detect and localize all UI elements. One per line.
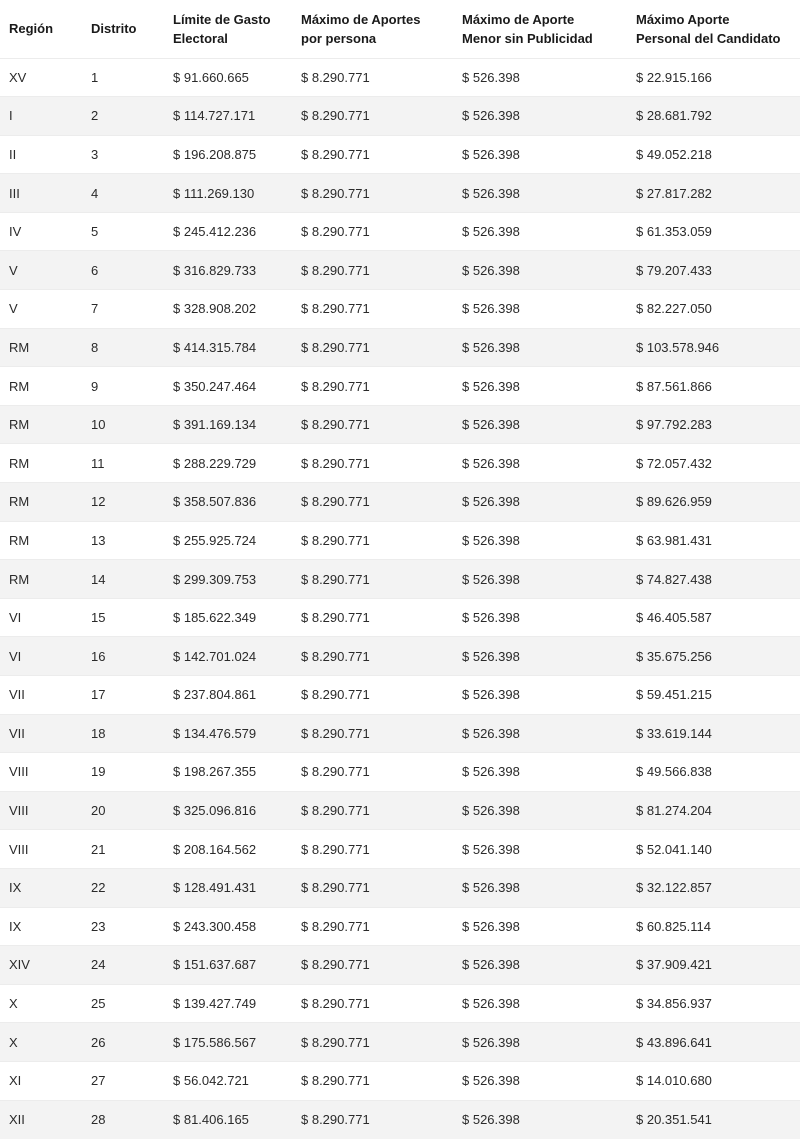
- cell-distrito: 15: [82, 598, 164, 637]
- cell-region: XII: [0, 1100, 82, 1139]
- cell-maximo-aporte-candidato: $ 103.578.946: [627, 328, 800, 367]
- cell-maximo-aportes-persona: $ 8.290.771: [292, 135, 453, 174]
- table-row: [0, 58, 800, 97]
- cell-maximo-aporte-candidato: $ 59.451.215: [627, 676, 800, 715]
- cell-distrito: 16: [82, 637, 164, 676]
- cell-limite-gasto: $ 299.309.753: [164, 560, 292, 599]
- cell-maximo-aporte-menor: $ 526.398: [453, 97, 627, 136]
- cell-maximo-aporte-candidato: $ 49.052.218: [627, 135, 800, 174]
- cell-maximo-aporte-menor: $ 526.398: [453, 1023, 627, 1062]
- table-header: [0, 0, 800, 58]
- cell-maximo-aporte-candidato: $ 63.981.431: [627, 521, 800, 560]
- table-row: [0, 367, 800, 406]
- cell-maximo-aporte-candidato: $ 89.626.959: [627, 483, 800, 522]
- cell-maximo-aporte-menor: $ 526.398: [453, 521, 627, 560]
- cell-limite-gasto: $ 114.727.171: [164, 97, 292, 136]
- table-row: [0, 598, 800, 637]
- cell-maximo-aportes-persona: $ 8.290.771: [292, 444, 453, 483]
- column-header-region: [0, 0, 82, 58]
- table-row: [0, 714, 800, 753]
- cell-maximo-aportes-persona: $ 8.290.771: [292, 753, 453, 792]
- table-row: [0, 405, 800, 444]
- cell-region: IX: [0, 868, 82, 907]
- cell-maximo-aporte-menor: $ 526.398: [453, 367, 627, 406]
- cell-maximo-aportes-persona: $ 8.290.771: [292, 1061, 453, 1100]
- table-body: [0, 58, 800, 1139]
- table-row: [0, 1100, 800, 1139]
- cell-limite-gasto: $ 81.406.165: [164, 1100, 292, 1139]
- cell-maximo-aportes-persona: $ 8.290.771: [292, 907, 453, 946]
- cell-limite-gasto: $ 245.412.236: [164, 212, 292, 251]
- cell-maximo-aportes-persona: $ 8.290.771: [292, 1023, 453, 1062]
- cell-region: RM: [0, 444, 82, 483]
- column-header-limite-gasto: [164, 0, 292, 58]
- cell-maximo-aporte-candidato: $ 32.122.857: [627, 868, 800, 907]
- cell-maximo-aportes-persona: $ 8.290.771: [292, 367, 453, 406]
- cell-limite-gasto: $ 255.925.724: [164, 521, 292, 560]
- table-row: [0, 212, 800, 251]
- cell-region: VIII: [0, 791, 82, 830]
- cell-maximo-aporte-candidato: $ 49.566.838: [627, 753, 800, 792]
- table-row: [0, 1061, 800, 1100]
- cell-region: IV: [0, 212, 82, 251]
- cell-limite-gasto: $ 288.229.729: [164, 444, 292, 483]
- cell-maximo-aporte-candidato: $ 27.817.282: [627, 174, 800, 213]
- cell-maximo-aporte-menor: $ 526.398: [453, 946, 627, 985]
- cell-maximo-aporte-menor: $ 526.398: [453, 637, 627, 676]
- table-row: [0, 328, 800, 367]
- cell-maximo-aportes-persona: $ 8.290.771: [292, 946, 453, 985]
- cell-limite-gasto: $ 111.269.130: [164, 174, 292, 213]
- cell-maximo-aportes-persona: $ 8.290.771: [292, 328, 453, 367]
- cell-limite-gasto: $ 128.491.431: [164, 868, 292, 907]
- cell-distrito: 28: [82, 1100, 164, 1139]
- cell-maximo-aporte-menor: $ 526.398: [453, 405, 627, 444]
- cell-maximo-aporte-menor: $ 526.398: [453, 907, 627, 946]
- cell-distrito: 11: [82, 444, 164, 483]
- cell-maximo-aporte-candidato: $ 52.041.140: [627, 830, 800, 869]
- cell-region: RM: [0, 328, 82, 367]
- cell-region: X: [0, 1023, 82, 1062]
- cell-maximo-aporte-menor: $ 526.398: [453, 174, 627, 213]
- cell-distrito: 19: [82, 753, 164, 792]
- header-label-line: Máximo Aporte: [636, 11, 730, 27]
- column-header-maximo-aporte-candidato: [627, 0, 800, 58]
- cell-limite-gasto: $ 328.908.202: [164, 290, 292, 329]
- cell-maximo-aporte-candidato: $ 14.010.680: [627, 1061, 800, 1100]
- cell-distrito: 13: [82, 521, 164, 560]
- table-row: [0, 637, 800, 676]
- cell-distrito: 4: [82, 174, 164, 213]
- cell-maximo-aporte-menor: $ 526.398: [453, 714, 627, 753]
- cell-region: RM: [0, 560, 82, 599]
- table-row: [0, 444, 800, 483]
- cell-maximo-aporte-menor: $ 526.398: [453, 251, 627, 290]
- cell-maximo-aporte-candidato: $ 81.274.204: [627, 791, 800, 830]
- cell-maximo-aporte-candidato: $ 28.681.792: [627, 97, 800, 136]
- table-row: [0, 868, 800, 907]
- cell-distrito: 6: [82, 251, 164, 290]
- cell-region: III: [0, 174, 82, 213]
- cell-maximo-aporte-candidato: $ 22.915.166: [627, 58, 800, 97]
- cell-region: RM: [0, 521, 82, 560]
- column-header-distrito: [82, 0, 164, 58]
- cell-limite-gasto: $ 358.507.836: [164, 483, 292, 522]
- cell-maximo-aportes-persona: $ 8.290.771: [292, 521, 453, 560]
- cell-distrito: 10: [82, 405, 164, 444]
- table-row: [0, 290, 800, 329]
- cell-maximo-aporte-menor: $ 526.398: [453, 560, 627, 599]
- header-row: [0, 0, 800, 58]
- cell-maximo-aportes-persona: $ 8.290.771: [292, 791, 453, 830]
- cell-maximo-aporte-menor: $ 526.398: [453, 830, 627, 869]
- cell-maximo-aporte-candidato: $ 61.353.059: [627, 212, 800, 251]
- cell-limite-gasto: $ 391.169.134: [164, 405, 292, 444]
- cell-maximo-aportes-persona: $ 8.290.771: [292, 174, 453, 213]
- cell-region: II: [0, 135, 82, 174]
- cell-region: XI: [0, 1061, 82, 1100]
- cell-maximo-aporte-candidato: $ 79.207.433: [627, 251, 800, 290]
- cell-maximo-aporte-candidato: $ 74.827.438: [627, 560, 800, 599]
- cell-maximo-aportes-persona: $ 8.290.771: [292, 58, 453, 97]
- cell-distrito: 17: [82, 676, 164, 715]
- cell-region: RM: [0, 483, 82, 522]
- table-row: [0, 830, 800, 869]
- cell-limite-gasto: $ 196.208.875: [164, 135, 292, 174]
- cell-limite-gasto: $ 198.267.355: [164, 753, 292, 792]
- cell-limite-gasto: $ 325.096.816: [164, 791, 292, 830]
- header-label-line: Máximo de Aporte: [462, 11, 575, 27]
- cell-maximo-aporte-candidato: $ 35.675.256: [627, 637, 800, 676]
- cell-distrito: 8: [82, 328, 164, 367]
- cell-limite-gasto: $ 185.622.349: [164, 598, 292, 637]
- table-row: [0, 97, 800, 136]
- header-label-line: Electoral: [173, 30, 228, 46]
- cell-limite-gasto: $ 142.701.024: [164, 637, 292, 676]
- cell-region: V: [0, 290, 82, 329]
- table-row: [0, 1023, 800, 1062]
- cell-region: I: [0, 97, 82, 136]
- cell-maximo-aporte-candidato: $ 87.561.866: [627, 367, 800, 406]
- cell-maximo-aporte-candidato: $ 33.619.144: [627, 714, 800, 753]
- cell-maximo-aportes-persona: $ 8.290.771: [292, 290, 453, 329]
- cell-distrito: 18: [82, 714, 164, 753]
- cell-distrito: 24: [82, 946, 164, 985]
- cell-maximo-aporte-candidato: $ 20.351.541: [627, 1100, 800, 1139]
- cell-distrito: 23: [82, 907, 164, 946]
- cell-region: VI: [0, 637, 82, 676]
- cell-distrito: 9: [82, 367, 164, 406]
- cell-maximo-aporte-menor: $ 526.398: [453, 483, 627, 522]
- cell-distrito: 7: [82, 290, 164, 329]
- cell-maximo-aportes-persona: $ 8.290.771: [292, 212, 453, 251]
- cell-maximo-aportes-persona: $ 8.290.771: [292, 251, 453, 290]
- cell-maximo-aportes-persona: $ 8.290.771: [292, 598, 453, 637]
- column-header-maximo-aporte-menor: [453, 0, 627, 58]
- header-label-line: Región: [9, 21, 54, 37]
- cell-distrito: 20: [82, 791, 164, 830]
- cell-region: RM: [0, 405, 82, 444]
- cell-maximo-aporte-menor: $ 526.398: [453, 868, 627, 907]
- header-label-line: Personal del Candidato: [636, 30, 781, 46]
- cell-maximo-aporte-candidato: $ 43.896.641: [627, 1023, 800, 1062]
- cell-region: VII: [0, 714, 82, 753]
- cell-maximo-aportes-persona: $ 8.290.771: [292, 483, 453, 522]
- cell-maximo-aportes-persona: $ 8.290.771: [292, 560, 453, 599]
- cell-distrito: 1: [82, 58, 164, 97]
- cell-region: VII: [0, 676, 82, 715]
- table-row: [0, 676, 800, 715]
- table-row: [0, 135, 800, 174]
- cell-region: VIII: [0, 753, 82, 792]
- cell-limite-gasto: $ 56.042.721: [164, 1061, 292, 1100]
- header-label-line: Distrito: [91, 21, 137, 37]
- cell-limite-gasto: $ 208.164.562: [164, 830, 292, 869]
- cell-maximo-aporte-candidato: $ 72.057.432: [627, 444, 800, 483]
- header-label-line: por persona: [301, 30, 377, 46]
- cell-maximo-aportes-persona: $ 8.290.771: [292, 405, 453, 444]
- cell-region: RM: [0, 367, 82, 406]
- cell-maximo-aporte-menor: $ 526.398: [453, 791, 627, 830]
- cell-maximo-aporte-menor: $ 526.398: [453, 58, 627, 97]
- cell-distrito: 22: [82, 868, 164, 907]
- cell-maximo-aporte-candidato: $ 82.227.050: [627, 290, 800, 329]
- cell-limite-gasto: $ 237.804.861: [164, 676, 292, 715]
- cell-limite-gasto: $ 151.637.687: [164, 946, 292, 985]
- cell-distrito: 2: [82, 97, 164, 136]
- table-row: [0, 791, 800, 830]
- cell-maximo-aporte-menor: $ 526.398: [453, 984, 627, 1023]
- table-row: [0, 946, 800, 985]
- cell-maximo-aporte-menor: $ 526.398: [453, 328, 627, 367]
- cell-maximo-aportes-persona: $ 8.290.771: [292, 676, 453, 715]
- cell-limite-gasto: $ 175.586.567: [164, 1023, 292, 1062]
- cell-maximo-aportes-persona: $ 8.290.771: [292, 868, 453, 907]
- table-row: [0, 753, 800, 792]
- cell-distrito: 26: [82, 1023, 164, 1062]
- cell-region: IX: [0, 907, 82, 946]
- table-row: [0, 251, 800, 290]
- cell-maximo-aporte-candidato: $ 60.825.114: [627, 907, 800, 946]
- cell-maximo-aporte-menor: $ 526.398: [453, 444, 627, 483]
- cell-maximo-aporte-menor: $ 526.398: [453, 1061, 627, 1100]
- cell-limite-gasto: $ 91.660.665: [164, 58, 292, 97]
- cell-limite-gasto: $ 350.247.464: [164, 367, 292, 406]
- cell-maximo-aporte-menor: $ 526.398: [453, 598, 627, 637]
- cell-maximo-aporte-menor: $ 526.398: [453, 135, 627, 174]
- column-header-maximo-aportes-persona: [292, 0, 453, 58]
- cell-maximo-aportes-persona: $ 8.290.771: [292, 637, 453, 676]
- cell-maximo-aportes-persona: $ 8.290.771: [292, 97, 453, 136]
- table-row: [0, 560, 800, 599]
- table-row: [0, 984, 800, 1023]
- cell-maximo-aportes-persona: $ 8.290.771: [292, 1100, 453, 1139]
- cell-maximo-aportes-persona: $ 8.290.771: [292, 714, 453, 753]
- cell-limite-gasto: $ 134.476.579: [164, 714, 292, 753]
- cell-limite-gasto: $ 414.315.784: [164, 328, 292, 367]
- cell-region: X: [0, 984, 82, 1023]
- table-row: [0, 174, 800, 213]
- cell-maximo-aporte-candidato: $ 34.856.937: [627, 984, 800, 1023]
- cell-region: VI: [0, 598, 82, 637]
- cell-limite-gasto: $ 139.427.749: [164, 984, 292, 1023]
- cell-distrito: 12: [82, 483, 164, 522]
- header-label-line: Menor sin Publicidad: [462, 30, 593, 46]
- cell-region: V: [0, 251, 82, 290]
- cell-distrito: 21: [82, 830, 164, 869]
- cell-distrito: 14: [82, 560, 164, 599]
- cell-maximo-aporte-menor: $ 526.398: [453, 290, 627, 329]
- cell-distrito: 27: [82, 1061, 164, 1100]
- cell-maximo-aportes-persona: $ 8.290.771: [292, 984, 453, 1023]
- cell-maximo-aportes-persona: $ 8.290.771: [292, 830, 453, 869]
- cell-maximo-aporte-candidato: $ 37.909.421: [627, 946, 800, 985]
- cell-maximo-aporte-candidato: $ 46.405.587: [627, 598, 800, 637]
- header-label-line: Límite de Gasto: [173, 11, 271, 27]
- cell-region: XV: [0, 58, 82, 97]
- table-row: [0, 483, 800, 522]
- cell-maximo-aporte-candidato: $ 97.792.283: [627, 405, 800, 444]
- table-row: [0, 521, 800, 560]
- header-label-line: Máximo de Aportes: [301, 11, 421, 27]
- cell-maximo-aporte-menor: $ 526.398: [453, 212, 627, 251]
- cell-region: XIV: [0, 946, 82, 985]
- cell-distrito: 3: [82, 135, 164, 174]
- cell-maximo-aporte-menor: $ 526.398: [453, 676, 627, 715]
- cell-region: VIII: [0, 830, 82, 869]
- table-row: [0, 907, 800, 946]
- cell-distrito: 5: [82, 212, 164, 251]
- cell-distrito: 25: [82, 984, 164, 1023]
- cell-maximo-aporte-menor: $ 526.398: [453, 1100, 627, 1139]
- cell-maximo-aporte-menor: $ 526.398: [453, 753, 627, 792]
- cell-limite-gasto: $ 243.300.458: [164, 907, 292, 946]
- cell-limite-gasto: $ 316.829.733: [164, 251, 292, 290]
